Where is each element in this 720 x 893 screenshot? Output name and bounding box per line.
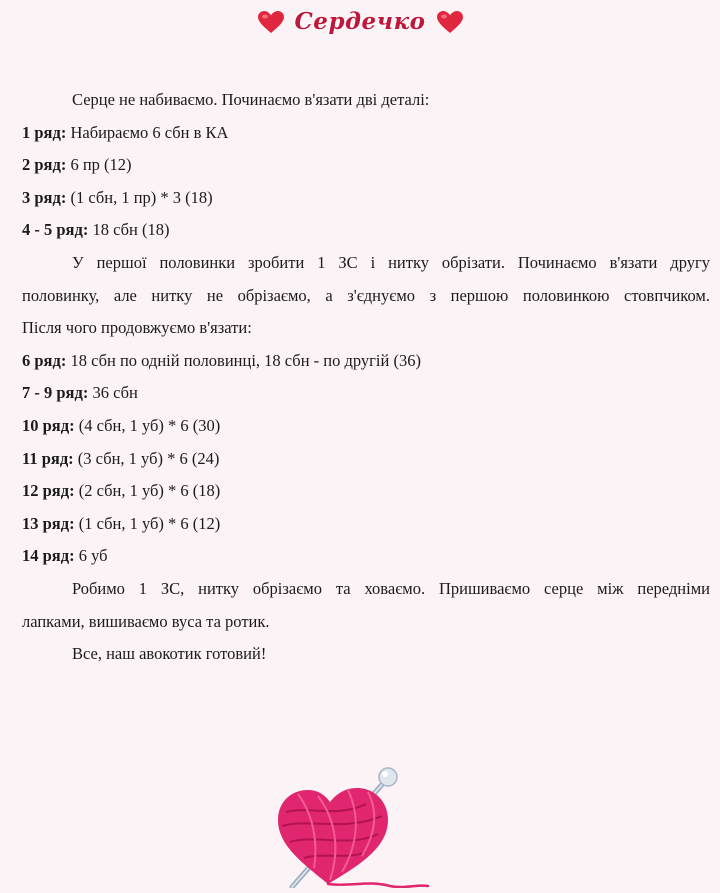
title-bar [0, 4, 720, 40]
row-text: 6 пр (12) [66, 155, 132, 175]
row-label: 11 ряд: [22, 448, 74, 468]
row-label: 1 ряд: [22, 122, 67, 142]
row-2 [22, 149, 710, 182]
heart-icon-left [257, 10, 285, 34]
pattern-text [22, 84, 710, 671]
page-title: Сердечко [294, 8, 426, 35]
row-13 [22, 508, 710, 541]
row-label: 6 ряд: [22, 350, 67, 370]
row-label: 13 ряд: [22, 513, 75, 533]
row-10 [22, 410, 710, 443]
row-text: (1 сбн, 1 пр) * 3 (18) [66, 187, 213, 207]
paragraph-line: У першої половинки зробити 1 ЗС і нитку обрізати. Починаємо в'язати другу [72, 252, 710, 272]
row-11 [22, 443, 710, 476]
row-3 [22, 182, 710, 215]
intro-line: Серце не набиваємо. Починаємо в'язати дві деталі: [72, 90, 430, 109]
row-text: Набираємо 6 сбн в КА [66, 122, 229, 142]
row-label: 7 - 9 ряд: [22, 383, 89, 403]
row-text: 6 уб [74, 546, 108, 566]
row-text: (1 сбн, 1 уб) * 6 (12) [74, 513, 221, 533]
paragraph-line: Робимо 1 ЗС, нитку обрізаємо та ховаємо. Пришиваємо серце між передніми [72, 578, 710, 598]
paragraph-line: половинку, але нитку не обрізаємо, а з'єднуємо з першою половинкою стовпчиком. [22, 285, 710, 305]
row-12 [22, 475, 710, 508]
row-text: (2 сбн, 1 уб) * 6 (18) [74, 481, 221, 501]
row-label: 10 ряд: [22, 415, 75, 435]
row-label: 12 ряд: [22, 481, 75, 501]
row-7-9 [22, 377, 710, 410]
row-text: 36 сбн [88, 383, 138, 403]
row-1 [22, 117, 710, 150]
paragraph-line: лапками, вишиваємо вуса та ротик. [22, 611, 270, 631]
row-text: 18 сбн (18) [88, 220, 170, 240]
paragraph-line: Після чого продовжуємо в'язати: [22, 318, 252, 338]
row-4-5 [22, 214, 710, 247]
row-label: 3 ряд: [22, 187, 67, 207]
row-text: (4 сбн, 1 уб) * 6 (30) [74, 415, 221, 435]
heart-icon-right [436, 10, 464, 34]
heart-yarn-ball-icon [258, 760, 458, 888]
row-text: 18 сбн по одній половинці, 18 сбн - по другій (36) [66, 350, 421, 370]
row-label: 2 ряд: [22, 155, 67, 175]
row-label: 14 ряд: [22, 546, 75, 566]
closing-line: Все, наш авокотик готовий! [72, 644, 267, 664]
row-14 [22, 540, 710, 573]
row-text: (3 сбн, 1 уб) * 6 (24) [73, 448, 220, 468]
row-6 [22, 345, 710, 378]
row-label: 4 - 5 ряд: [22, 220, 89, 240]
